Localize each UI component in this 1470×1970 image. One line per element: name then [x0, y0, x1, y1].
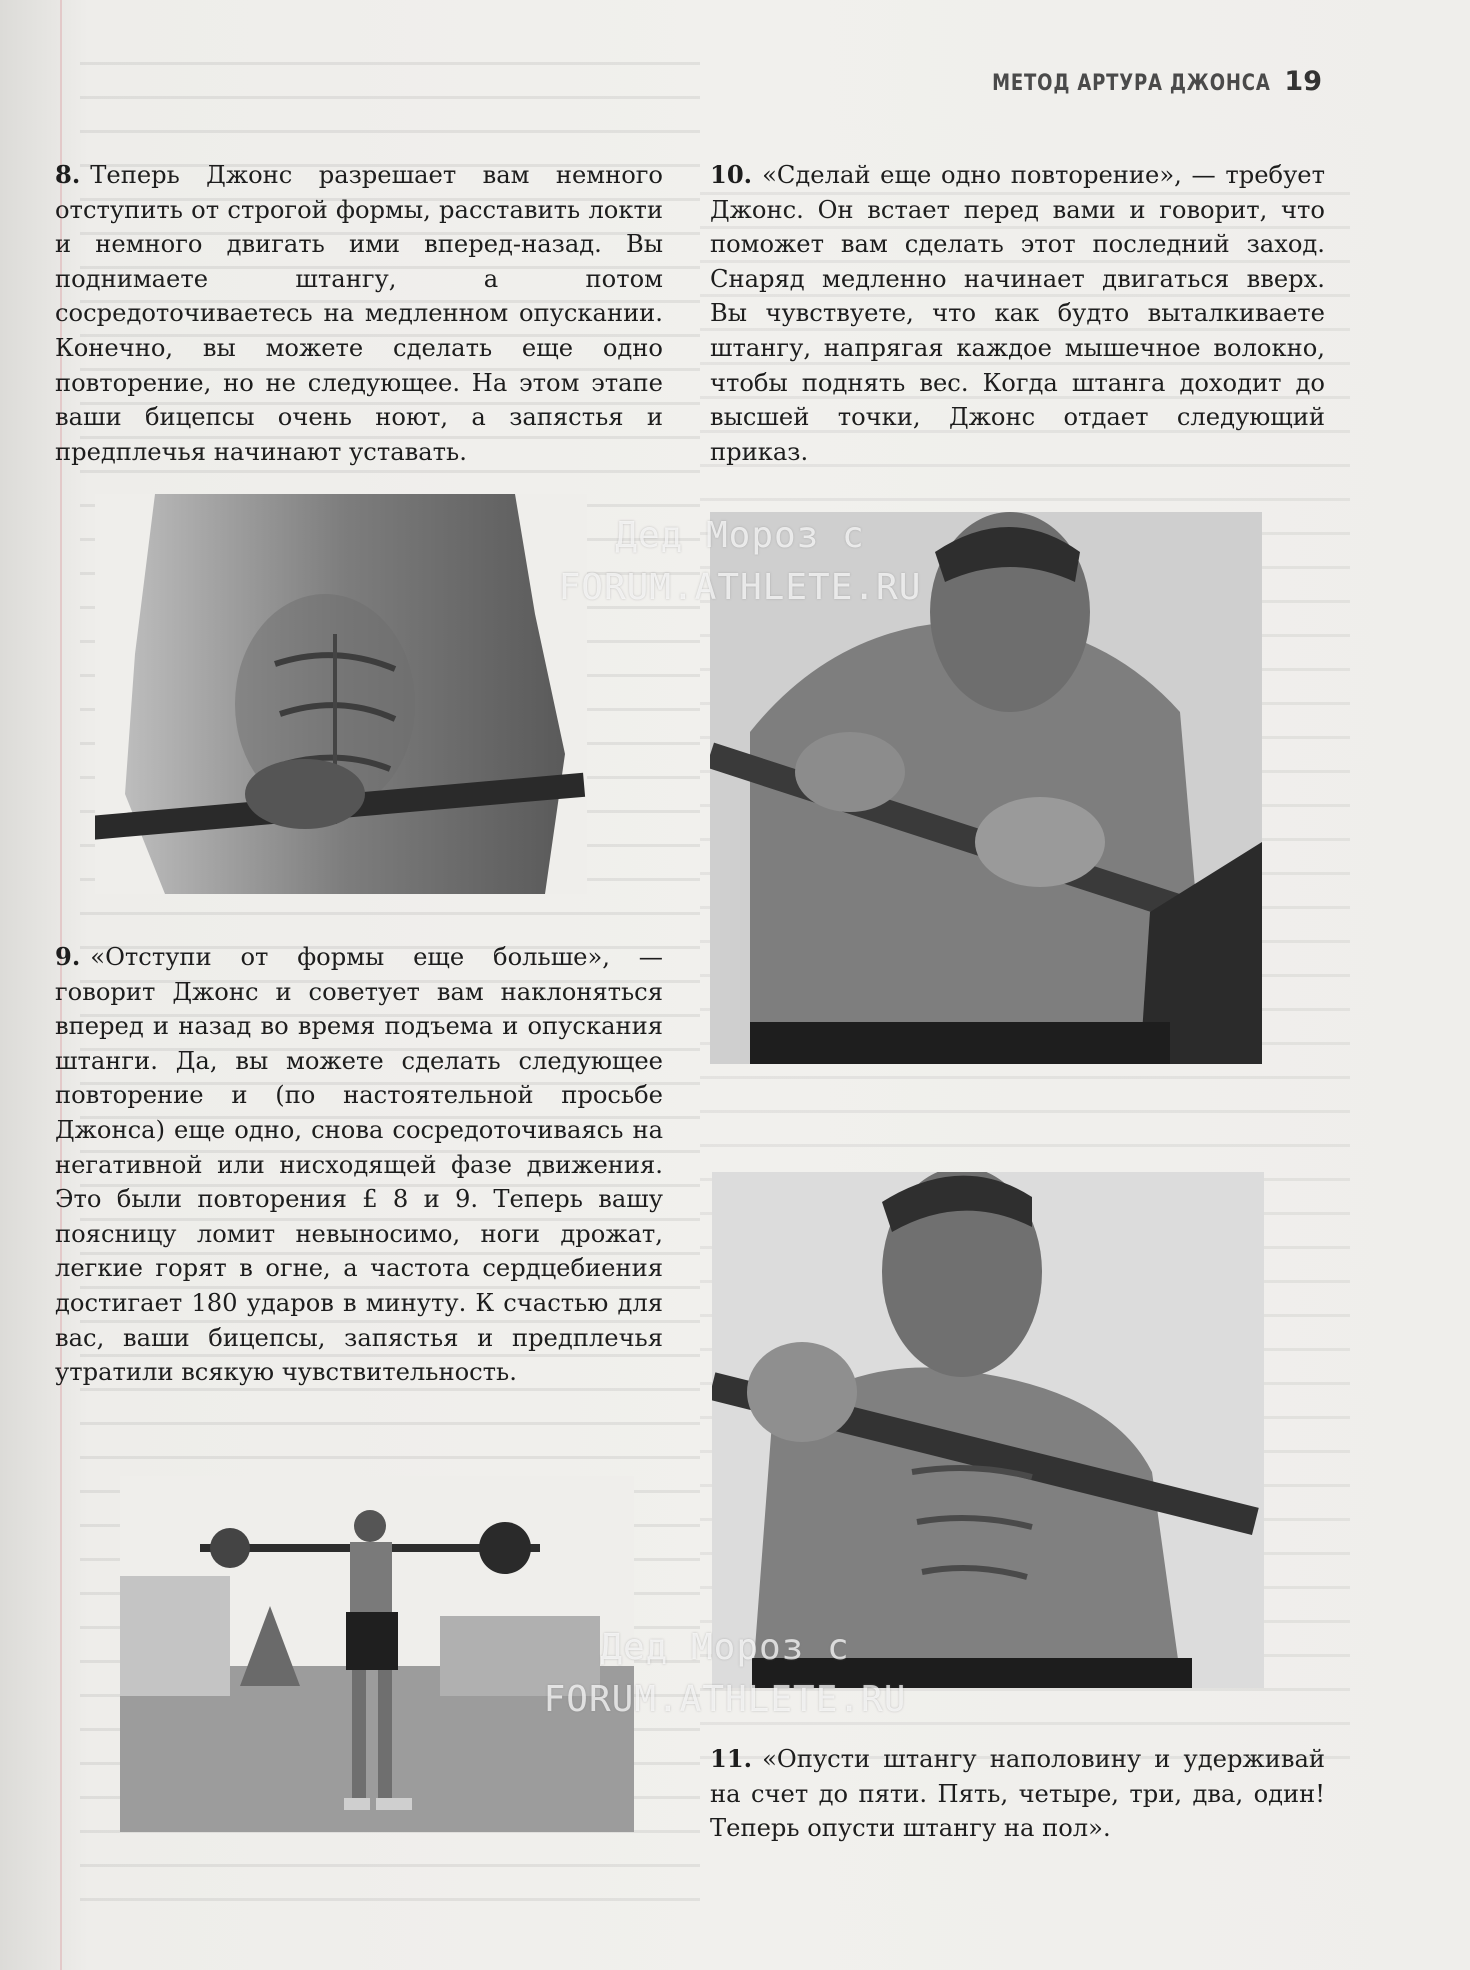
paragraph-8 — [55, 158, 663, 469]
watermark — [500, 510, 980, 614]
watermark-line: FORUM.ATHLETE.RU — [558, 567, 922, 608]
watermark-line: Дед Мороз с — [615, 515, 865, 556]
paragraph-text: «Опусти штангу наполовину и удерживай на счет до пяти. Пять, четыре, три, два, один! Теперь опусти штангу на пол». — [710, 1745, 1325, 1843]
running-header — [931, 66, 1322, 97]
paragraph-number: 11. — [710, 1744, 753, 1773]
paragraph-number: 9. — [55, 942, 81, 971]
running-title: МЕТОД АРТУРА ДЖОНСА — [991, 71, 1271, 96]
paragraph-9 — [55, 940, 663, 1390]
paragraph-text: «Сделай еще одно повторение», — требует Джонс. Он встает перед вами и говорит, что поможет вам сделать этот последний заход. Снаряд медленно начинает двигаться вверх. Вы чувствуете, что как будто выталкиваете штангу, напрягая каждое мышечное волокно, чтобы поднять вес. Когда штанга доходит до высшей точки, Джонс отдает следующий приказ. — [710, 161, 1325, 466]
watermark-line: FORUM.ATHLETE.RU — [543, 1679, 907, 1720]
paragraph-10 — [710, 158, 1325, 469]
watermark — [470, 1622, 980, 1726]
paragraph-text: «Отступи от формы еще больше», — говорит Джонс и советует вам наклоняться вперед и назад во время подъема и опускания штанги. Да, вы можете сделать следующее повторение и (по настоятельной просьбе Джонса) еще одно, снова сосредоточиваясь на негативной или нисходящей фазе движения. Это были повторения £ 8 и 9. Теперь вашу поясницу ломит невыносимо, ноги дрожат, легкие горят в огне, а частота сердцебиения достигает 180 ударов в минуту. К счастью для вас, ваши бицепсы, запястья и предплечья утратили всякую чувствительность. — [55, 943, 663, 1387]
page-number: 19 — [1284, 66, 1322, 97]
watermark-line: Дед Мороз с — [600, 1627, 850, 1668]
paragraph-number: 8. — [55, 160, 81, 189]
paragraph-number: 10. — [710, 160, 753, 189]
paragraph-11 — [710, 1742, 1325, 1846]
photo-straining-curl — [712, 1172, 1264, 1688]
paragraph-text: Теперь Джонс разрешает вам немного отступить от строгой формы, расставить локти и немного двигать ими вперед-назад. Вы поднимаете штангу, а потом сосредоточиваетесь на медленном опускании. Конечно, вы можете сделать еще одно повторение, но не следующее. На этом этапе ваши бицепсы очень ноют, а запястья и предплечья начинают уставать. — [55, 161, 663, 466]
